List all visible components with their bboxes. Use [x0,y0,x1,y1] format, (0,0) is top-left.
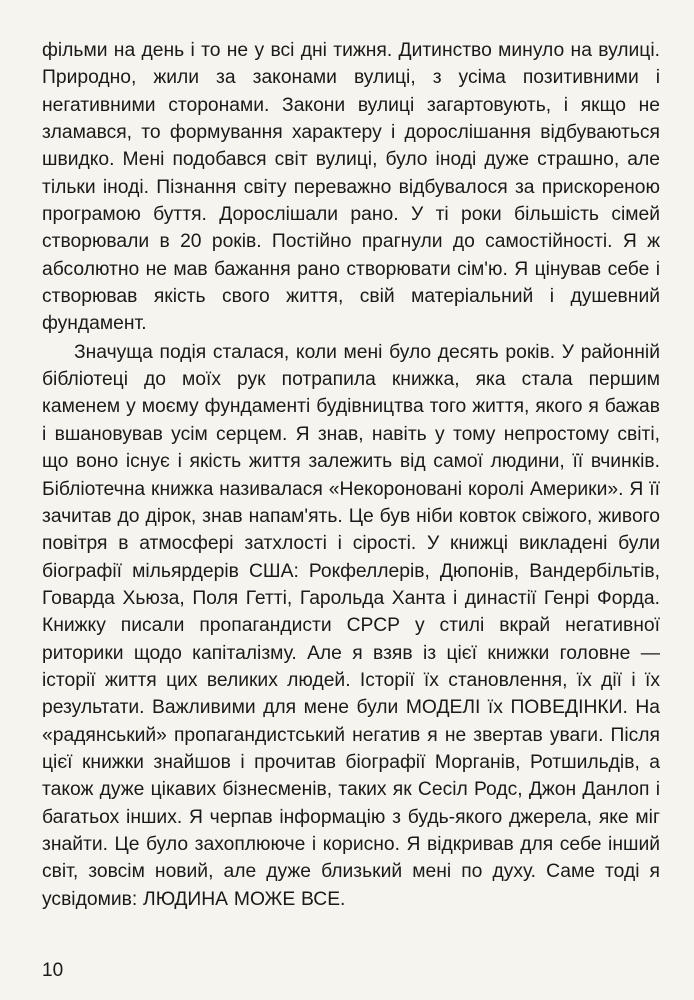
paragraph-library-book: Значуща подія сталася, коли мені було десять років. У районній бібліотеці до моїх рук потрапила книжка, яка стала першим каменем у моєму фундаменті будівництва того життя, якого я бажав і вшановував усім серцем. Я знав, навіть у тому непростому світі, що воно існує і якість життя залежить від самої людини, її вчинків. Бібліотечна книжка називалася «Некороновані королі Америки». Я її зачитав до дірок, знав напам'ять. Це був ніби ковток свіжого, живого повітря в атмосфері затхлості і сірості. У книжці викладені були біографії мільярдерів США: Рокфеллерів, Дюпонів, Вандербільтів, Говарда Хьюза, Поля Гетті, Гарольда Ханта і династії Генрі Форда. Книжку писали пропагандисти СРСР у стилі вкрай негативної риторики щодо капіталізму. Але я взяв із цієї книжки головне — історії життя цих великих людей. Історії їх становлення, їх дії і їх результати. Важливими для мене були МОДЕЛІ їх ПОВЕДІНКИ. На «радянський» пропагандистський негатив я не звертав уваги. Після цієї книжки знайшов і прочитав біографії Морганів, Ротшильдів, а також дуже цікавих бізнесменів, таких як Сесіл Родс, Джон Данлоп і багатьох інших. Я черпав інформацію з будь-якого джерела, яке міг знайти. Це було захоплююче і корисно. Я відкривав для себе інший світ, зовсім новий, але дуже близький мені по духу. Саме тоді я усвідомив: ЛЮДИНА МОЖЕ ВСЕ. [42,341,660,910]
paragraph-continued: фільми на день і то не у всі дні тижня. Дитинство минуло на вулиці. Природно, жили за законами вулиці, з усіма позитивними і негативними сторонами. Закони вулиці загартовують, і якщо не зламався, то формування характеру і дорослішання відбуваються швидко. Мені подобався світ вулиці, було іноді дуже страшно, але тільки іноді. Пізнання світу переважно відбувалося за прискореною програмою буття. Дорослішали рано. У ті роки більшість сімей створювали в 20 років. Постійно прагнули до самостійності. Я ж абсолютно не мав бажання рано створювати сім'ю. Я цінував себе і створював якість свого життя, свій матеріальний і душевний фундамент. [42,40,660,335]
page-number: 10 [42,960,64,981]
